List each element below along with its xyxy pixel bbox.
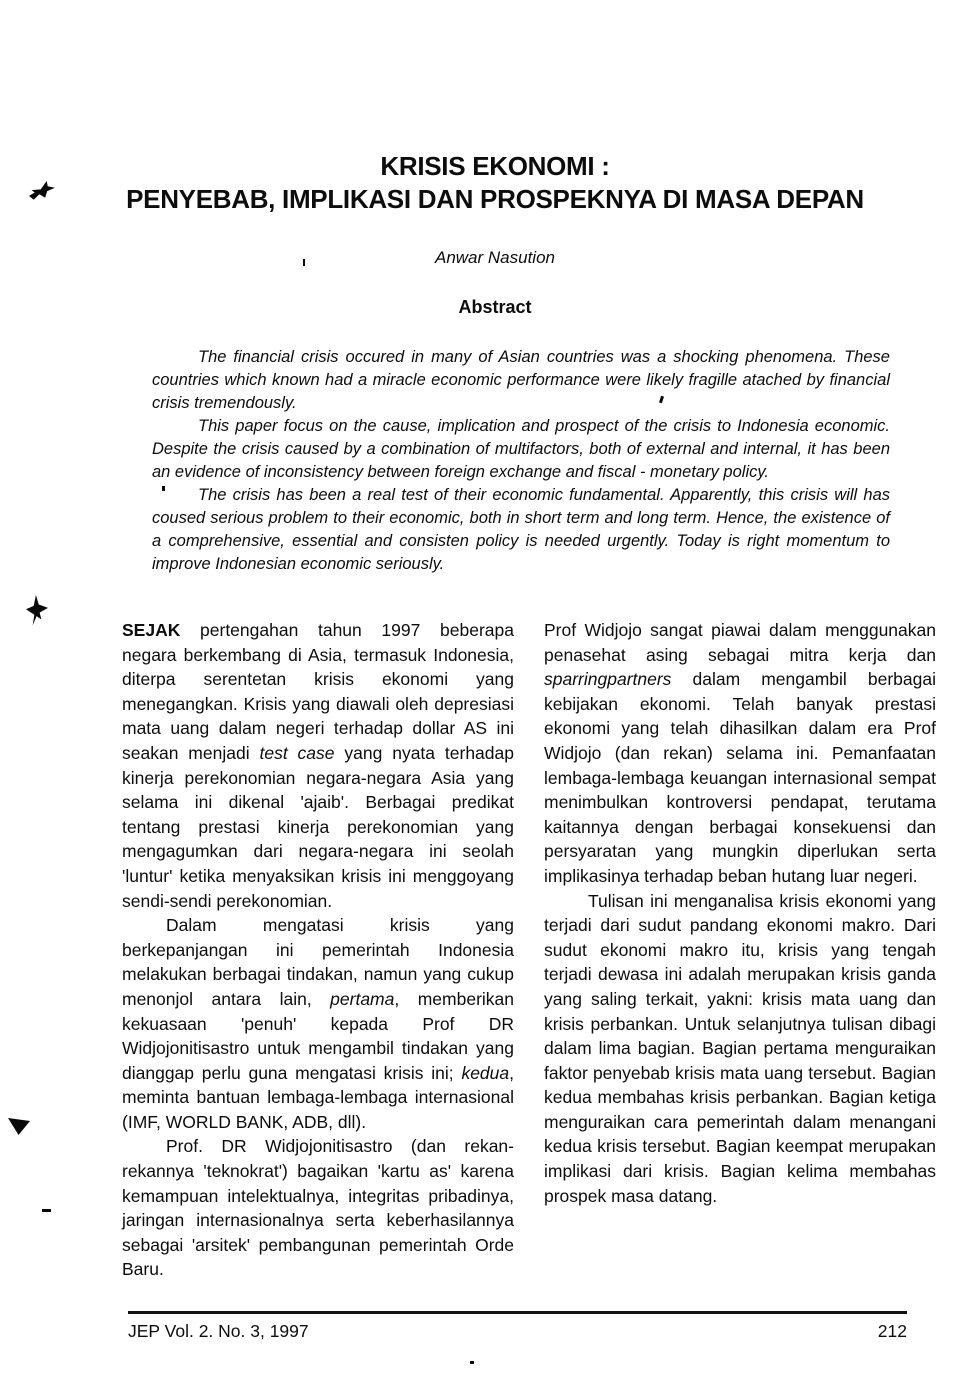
abstract-section — [152, 346, 890, 576]
ink-blot-artifact — [8, 1118, 30, 1135]
abstract-paragraph: The crisis has been a real test of their economic fundamental. Apparently, this crisis will has coused serious problem to their economic, both in short term and long term. Hence, the existence of a comprehensive, essential and consisten policy is needed urgently. Today is right momentum to improve Indonesian economic seriously. — [152, 486, 890, 573]
page-number: 212 — [877, 1321, 907, 1341]
page-title — [90, 150, 900, 216]
abstract-paragraph: The financial crisis occured in many of Asian countries was a shocking phenomena. These countries which known had a miracle economic performance were likely fragille atached by financial crisis tremendously. — [152, 348, 890, 412]
ink-speck-artifact — [470, 1361, 474, 1364]
abstract-heading: Abstract — [458, 297, 532, 317]
abstract-paragraph: This paper focus on the cause, implication and prospect of the crisis to Indonesia economic. Despite the crisis caused by a combination of multifactors, both of external and internal, it has been an evidence of inconsistency between foreign exchange and fiscal - monetary policy. — [152, 417, 890, 481]
page-title-line1: KRISIS EKONOMI : — [380, 151, 610, 181]
author-name: Anwar Nasution — [434, 248, 555, 267]
footer — [128, 1311, 907, 1342]
ink-blot-artifact — [29, 181, 55, 205]
journal-citation: JEP Vol. 2. No. 3, 1997 — [128, 1321, 309, 1341]
paragraph: SEJAK pertengahan tahun 1997 beberapa negara berkembang di Asia, termasuk Indonesia, diterpa serentetan krisis ekonomi yang menegangkan. Krisis yang diawali oleh depresiasi mata uang dalam negeri terhadap dollar AS ini seakan menjadi test case yang nyata terhadap kinerja perekonomian negara-negara Asia yang selama ini dikenal 'ajaib'. Berbagai predikat tentang prestasi kinerja perekonomian yang mengagumkan dari negara-negara ini seolah 'luntur' ketika menyaksikan krisis ini menggoyang sendi-sendi perekonomian. — [122, 620, 514, 911]
paragraph: Dalam mengatasi krisis yang berkepanjangan ini pemerintah Indonesia melakukan berbagai tindakan, namun yang cukup menonjol antara lain, pertama, memberikan kekuasaan 'penuh' kepada Prof DR Widjojonitisastro untuk mengambil tindakan yang dianggap perlu guna mengatasi krisis ini; kedua, meminta bantuan lembaga-lembaga internasional (IMF, WORLD BANK, ADB, dll). — [122, 915, 514, 1132]
body-column-right — [544, 618, 936, 1282]
paragraph: Prof. DR Widjojonitisastro (dan rekan-rekannya 'teknokrat') bagaikan 'kartu as' karena kemampuan intelektualnya, integritas pribadinya, jaringan internasionalnya serta keberhasilannya sebagai 'arsitek' pembangunan pemerintah Orde Baru. — [122, 1136, 514, 1280]
paragraph: Tulisan ini menganalisa krisis ekonomi yang terjadi dari sudut pandang ekonomi makro. Dari sudut ekonomi makro itu, krisis yang tengah terjadi dewasa ini adalah merupakan krisis ganda yang saling terkait, yakni: krisis mata uang dan krisis perbankan. Untuk selanjutnya tulisan dibagi dalam lima bagian. Bagian pertama menguraikan faktor penyebab krisis mata uang tersebut. Bagian kedua membahas krisis perbankan. Bagian ketiga menguraikan cara pemerintah dalam menangani kedua krisis tersebut. Bagian keempat merupakan implikasi dari krisis. Bagian kelima membahas prospek masa datang. — [544, 890, 936, 1206]
ink-blot-artifact — [26, 595, 48, 629]
body-column-left — [122, 618, 514, 1282]
page-title-line2: PENYEBAB, IMPLIKASI DAN PROSPEKNYA DI MASA DEPAN — [126, 184, 864, 214]
body-text — [122, 618, 936, 1282]
ink-speck-artifact — [42, 1209, 51, 1212]
paragraph: Prof Widjojo sangat piawai dalam menggunakan penasehat asing sebagai mitra kerja dan sparringpartners dalam mengambil berbagai kebijakan ekonomi. Telah banyak prestasi ekonomi yang telah dihasilkan dalam era Prof Widjojo (dan rekan) selama ini. Pemanfaatan lembaga-lembaga keuangan internasional sempat menimbulkan kontroversi pendapat, terutama kaitannya dengan berbagai konsekuensi dan persyaratan yang mungkin diperlukan serta implikasinya terhadap beban hutang luar negeri. — [544, 620, 936, 886]
